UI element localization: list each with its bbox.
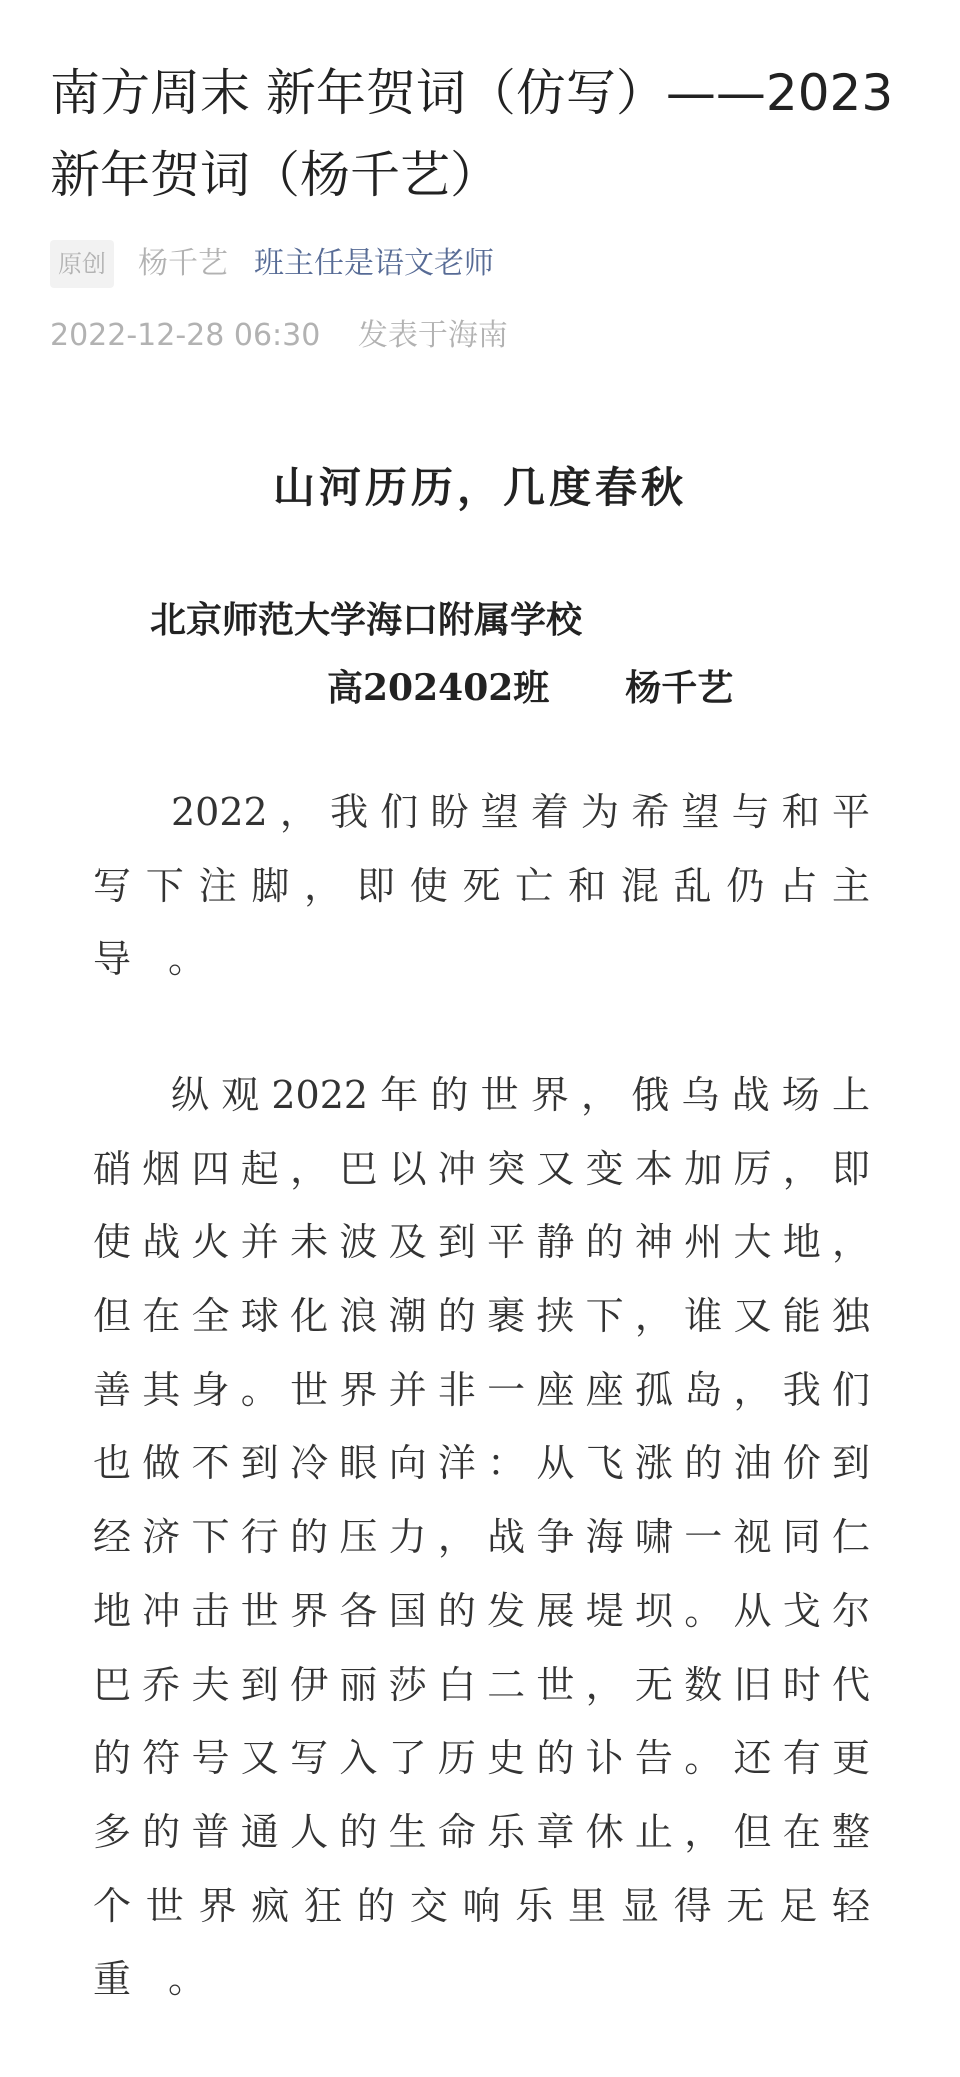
paragraph-line: 纵观2022年的世界，俄乌战场上 <box>171 1073 870 1117</box>
account-name-link[interactable]: 班主任是语文老师 <box>254 246 494 281</box>
paragraph-line: 重。 <box>93 1957 244 2002</box>
paragraph-line: 写下注脚，即使死亡和混乱仍占主 <box>93 863 870 908</box>
original-badge: 原创 <box>50 240 114 288</box>
publish-info <box>50 314 508 358</box>
publish-time: 2022-12-28 06:30 <box>50 318 321 353</box>
paragraph-line: 硝烟四起，巴以冲突又变本加厉，即 <box>93 1146 870 1191</box>
paragraph <box>93 776 870 997</box>
paragraph-line: 2022，我们盼望着为希望与和平 <box>171 790 870 834</box>
paragraph-line: 多的普通人的生命乐章休止，但在整 <box>93 1809 870 1854</box>
paragraph-line: 善其身。世界并非一座座孤岛，我们 <box>93 1367 870 1412</box>
class-byline <box>327 660 733 711</box>
paragraph-line: 个世界疯狂的交响乐里显得无足轻 <box>93 1883 870 1928</box>
paragraph-line: 的符号又写入了历史的讣告。还有更 <box>93 1736 870 1781</box>
paragraph-line: 也做不到冷眼向洋：从飞涨的油价到 <box>93 1441 870 1486</box>
article-meta <box>50 240 494 288</box>
paragraph-line: 巴乔夫到伊丽莎白二世，无数旧时代 <box>93 1662 870 1707</box>
paragraph-line: 使战火并未波及到平静的神州大地， <box>93 1220 870 1265</box>
essay-heading: 山河历历，几度春秋 <box>272 463 687 512</box>
author-name: 杨千艺 <box>138 246 228 281</box>
class-name: 高202402班 <box>327 667 550 709</box>
byline-author: 杨千艺 <box>625 667 734 709</box>
paragraph-line: 经济下行的压力，战争海啸一视同仁 <box>93 1515 870 1560</box>
paragraph <box>93 1059 870 2017</box>
article-title: 南方周末 新年贺词（仿写）——2023 新年贺词（杨千艺） <box>50 64 894 204</box>
paragraph-line: 导。 <box>93 937 244 982</box>
publish-location: 发表于海南 <box>357 318 508 353</box>
school-name: 北京师范大学海口附属学校 <box>150 599 583 641</box>
paragraph-line: 地冲击世界各国的发展堤坝。从戈尔 <box>93 1588 870 1633</box>
paragraph-line: 但在全球化浪潮的裹挟下，谁又能独 <box>93 1294 870 1339</box>
